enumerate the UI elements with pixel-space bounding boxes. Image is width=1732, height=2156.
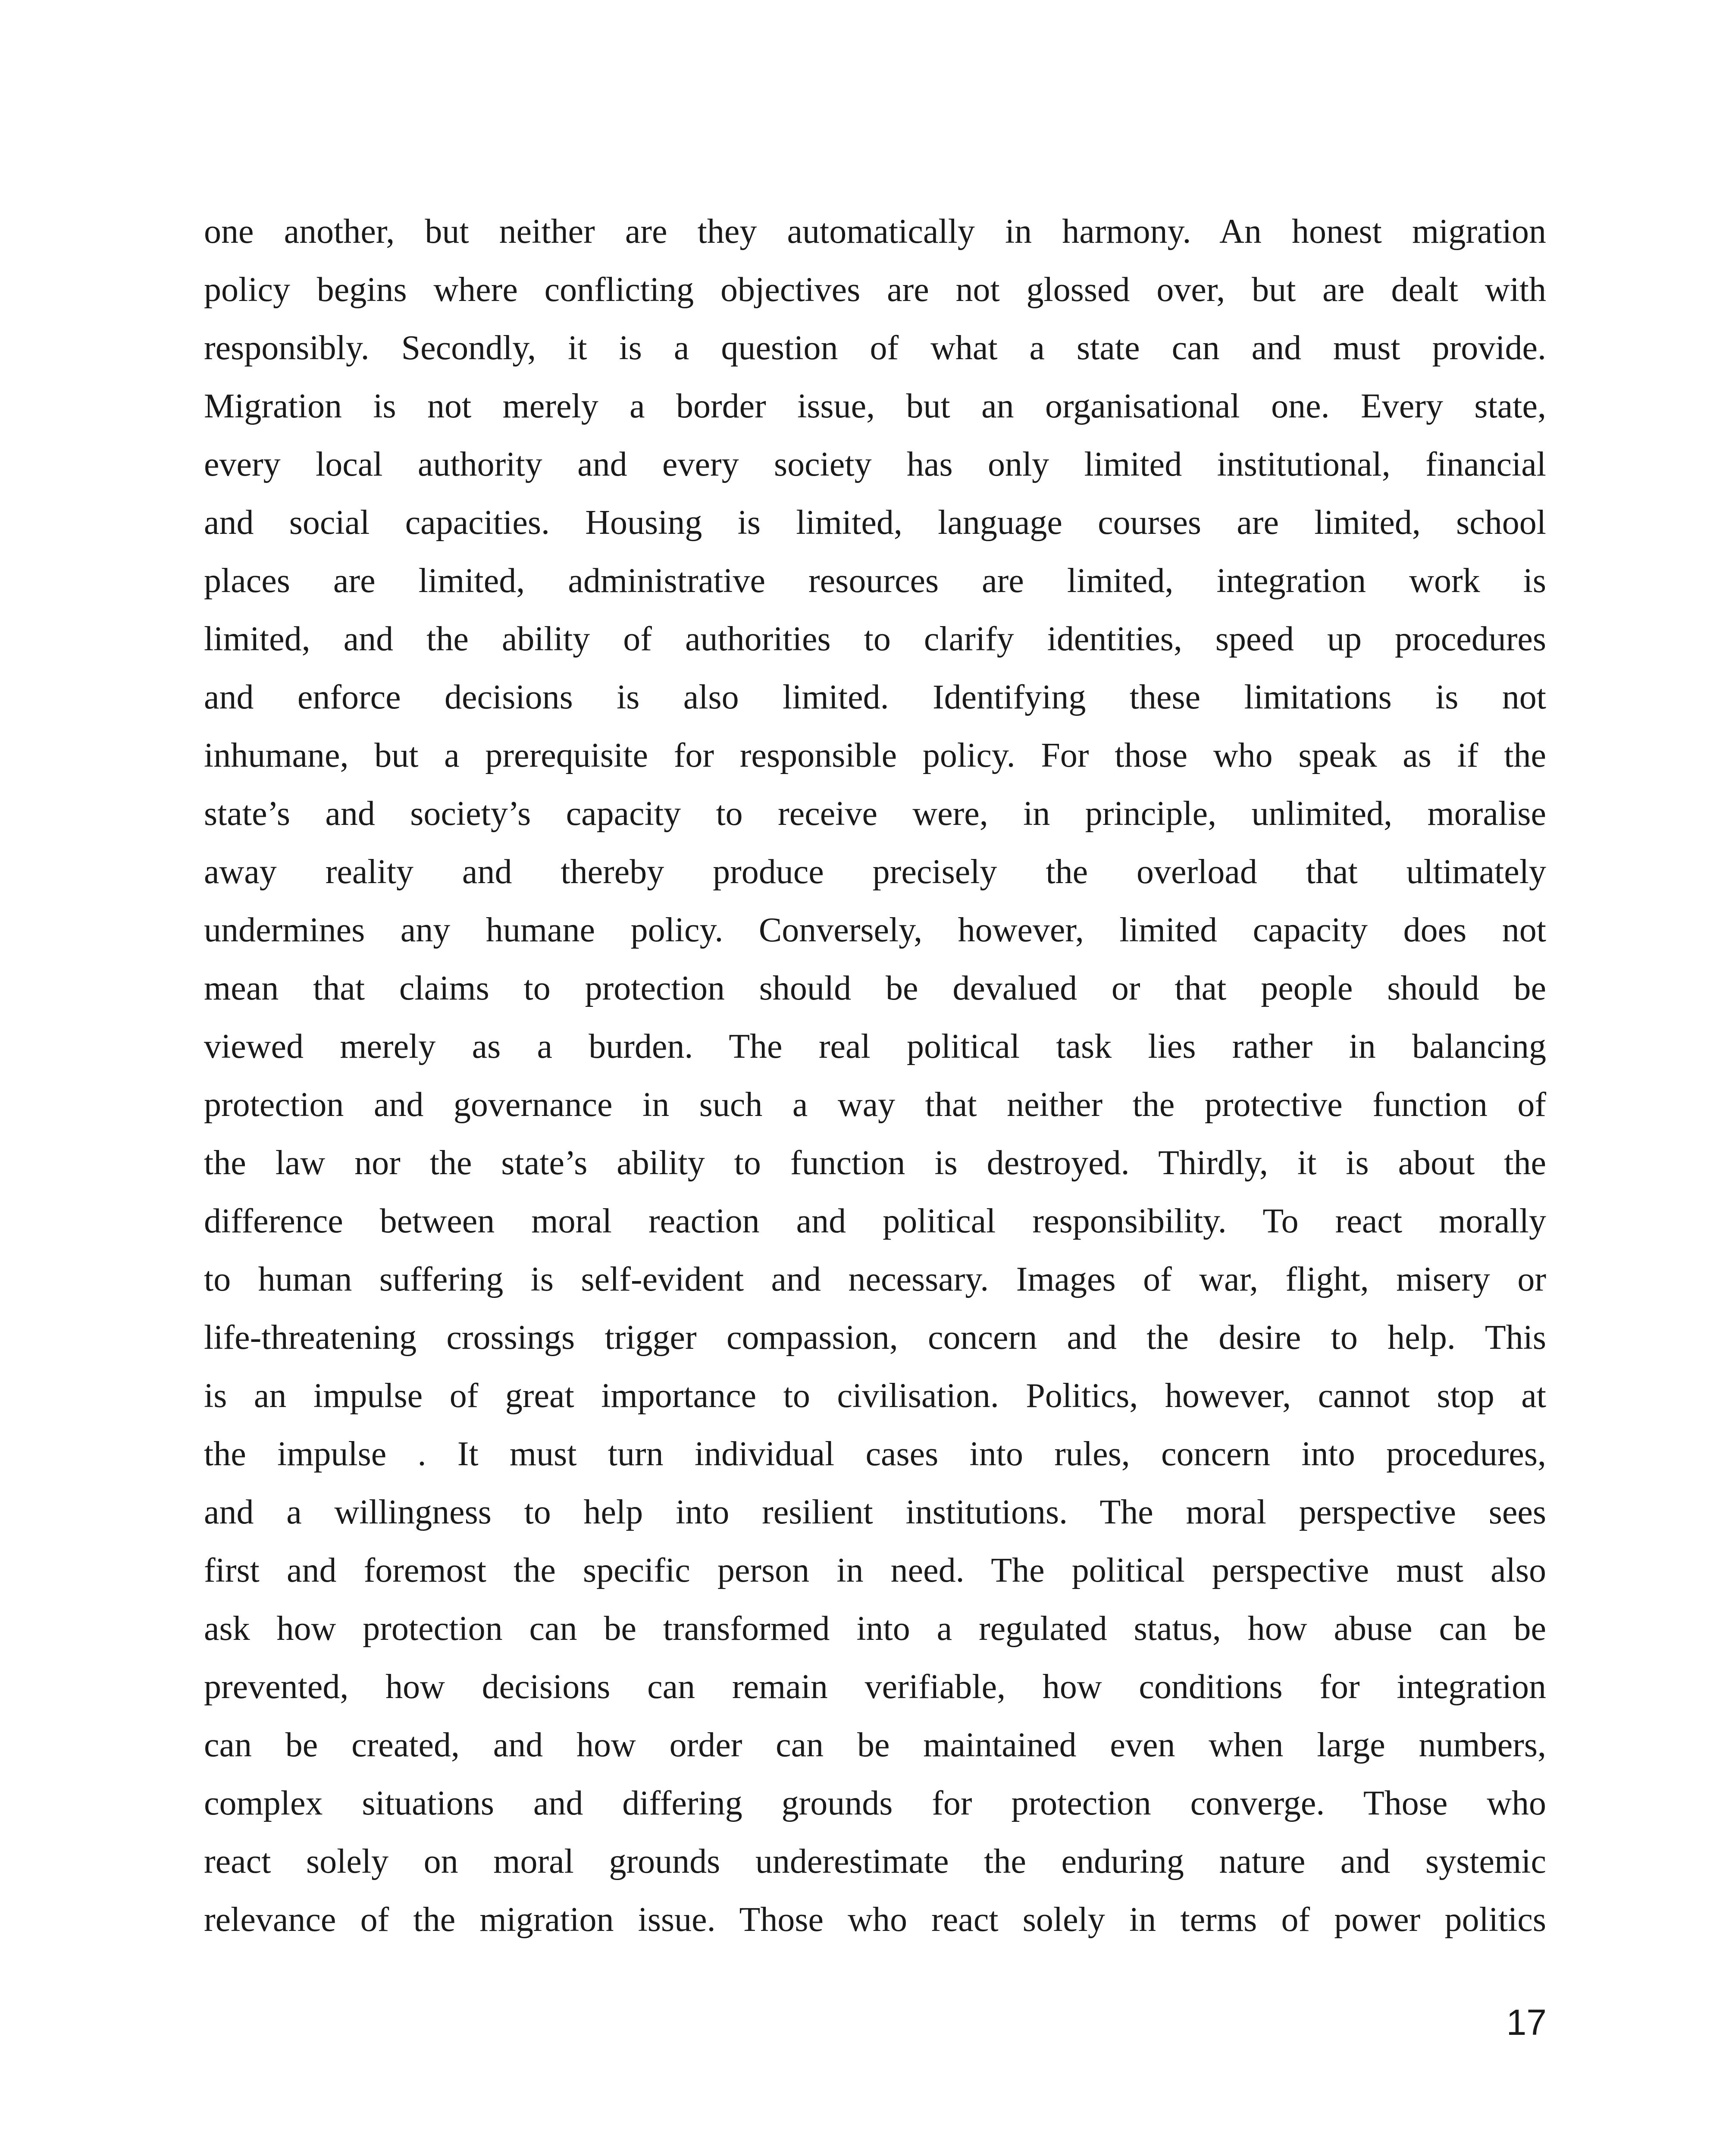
text-line: first and foremost the specific person in need. The political perspective must also xyxy=(204,1551,1546,1589)
text-line: the law nor the state’s ability to function is destroyed. Thirdly, it is about the xyxy=(204,1144,1546,1182)
text-line: complex situations and differing grounds for protection converge. Those who xyxy=(204,1784,1546,1822)
text-line: the impulse . It must turn individual cases into rules, concern into procedures, xyxy=(204,1435,1546,1473)
text-line: state’s and society’s capacity to receive were, in principle, unlimited, moralise xyxy=(204,795,1546,833)
text-line: one another, but neither are they automatically in harmony. An honest migration xyxy=(204,213,1546,251)
text-line: and enforce decisions is also limited. Identifying these limitations is not xyxy=(204,678,1546,716)
text-line: and social capacities. Housing is limited, language courses are limited, school xyxy=(204,504,1546,542)
text-line: life-threatening crossings trigger compassion, concern and the desire to help. This xyxy=(204,1319,1546,1357)
text-line: prevented, how decisions can remain verifiable, how conditions for integration xyxy=(204,1668,1546,1706)
text-line: is an impulse of great importance to civilisation. Politics, however, cannot stop at xyxy=(204,1377,1546,1415)
text-line: away reality and thereby produce precisely the overload that ultimately xyxy=(204,853,1546,891)
text-line: undermines any humane policy. Conversely, however, limited capacity does not xyxy=(204,911,1546,949)
text-line: Migration is not merely a border issue, but an organisational one. Every state, xyxy=(204,387,1546,425)
page-number: 17 xyxy=(1506,2002,1547,2043)
text-line: and a willingness to help into resilient institutions. The moral perspective sees xyxy=(204,1493,1546,1531)
text-line: can be created, and how order can be maintained even when large numbers, xyxy=(204,1726,1546,1764)
text-line: relevance of the migration issue. Those who react solely in terms of power politics xyxy=(204,1901,1546,1939)
text-line: ask how protection can be transformed into a regulated status, how abuse can be xyxy=(204,1610,1546,1648)
text-line: difference between moral reaction and political responsibility. To react morally xyxy=(204,1202,1546,1240)
text-line: policy begins where conflicting objectives are not glossed over, but are dealt with xyxy=(204,271,1546,309)
text-line: protection and governance in such a way that neither the protective function of xyxy=(204,1086,1546,1124)
text-line: to human suffering is self-evident and necessary. Images of war, flight, misery or xyxy=(204,1260,1546,1298)
text-line: viewed merely as a burden. The real political task lies rather in balancing xyxy=(204,1028,1546,1065)
text-line: responsibly. Secondly, it is a question of what a state can and must provide. xyxy=(204,329,1546,367)
text-line: places are limited, administrative resources are limited, integration work is xyxy=(204,562,1546,600)
text-line: inhumane, but a prerequisite for responsible policy. For those who speak as if the xyxy=(204,736,1546,774)
text-line: mean that claims to protection should be devalued or that people should be xyxy=(204,969,1546,1007)
body-paragraph xyxy=(204,203,1546,1949)
text-line: every local authority and every society has only limited institutional, financial xyxy=(204,445,1546,483)
text-line: limited, and the ability of authorities to clarify identities, speed up procedures xyxy=(204,620,1546,658)
text-line: react solely on moral grounds underestimate the enduring nature and systemic xyxy=(204,1843,1546,1880)
